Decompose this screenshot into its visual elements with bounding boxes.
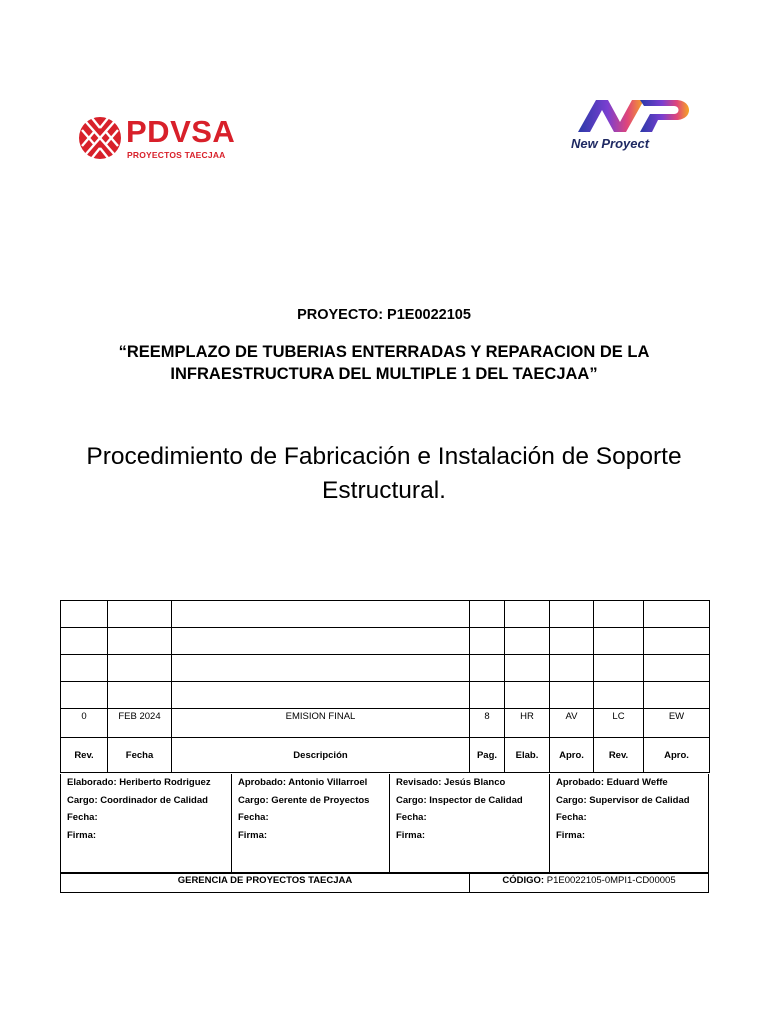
pdvsa-subtitle: PROYECTOS TAECJAA <box>127 150 226 160</box>
signature-role: Aprobado: Eduard Weffe <box>556 777 668 788</box>
header-pag: Pag. <box>470 738 505 773</box>
new-proyect-wordmark: New Proyect <box>571 136 650 151</box>
table-header-row <box>61 738 710 773</box>
pdvsa-logo <box>78 110 238 168</box>
new-proyect-logo <box>568 96 708 156</box>
cell-apro-final: EW <box>644 709 710 738</box>
table-row <box>61 601 710 628</box>
footer-code <box>470 874 708 892</box>
pdvsa-wordmark: PDVSA <box>126 114 236 149</box>
signature-aprobado-supervisor <box>549 774 710 872</box>
revision-table <box>60 600 710 773</box>
signature-role: Aprobado: Antonio Villarroel <box>238 777 368 788</box>
project-code-heading: PROYECTO: P1E0022105 <box>297 307 471 323</box>
signature-aprobado-gerente <box>231 774 389 872</box>
header-descripcion: Descripción <box>172 738 470 773</box>
cell-pag: 8 <box>470 709 505 738</box>
signature-firma: Firma: <box>238 829 268 841</box>
signature-fecha: Fecha: <box>67 812 98 823</box>
footer-row <box>60 873 709 893</box>
cell-rev-initials: LC <box>594 709 644 738</box>
cell-fecha: FEB 2024 <box>108 709 172 738</box>
signature-firma: Firma: <box>396 829 426 841</box>
header-apro-final: Apro. <box>644 738 710 773</box>
header-elab: Elab. <box>505 738 550 773</box>
header-rev: Rev. <box>61 738 108 773</box>
signature-cargo: Cargo: Inspector de Calidad <box>396 794 523 806</box>
signature-fecha: Fecha: <box>396 812 427 823</box>
cell-descripcion: EMISION FINAL <box>172 709 470 738</box>
footer-department: GERENCIA DE PROYECTOS TAECJAA <box>61 874 470 892</box>
new-proyect-emblem-icon <box>568 96 698 136</box>
table-row <box>61 709 710 738</box>
table-row <box>61 655 710 682</box>
signature-fecha: Fecha: <box>556 812 587 823</box>
cell-elab: HR <box>505 709 550 738</box>
signature-fecha: Fecha: <box>238 812 269 823</box>
signature-block <box>60 774 709 873</box>
table-row <box>61 682 710 709</box>
document-title: Procedimiento de Fabricación e Instalación de Soporte Estructural. <box>86 443 682 504</box>
pdvsa-emblem-icon <box>78 110 122 166</box>
signature-revisado <box>389 774 549 872</box>
signature-cargo: Cargo: Supervisor de Calidad <box>556 794 690 806</box>
header-fecha: Fecha <box>108 738 172 773</box>
signature-cargo: Cargo: Gerente de Proyectos <box>238 794 370 806</box>
signature-role: Revisado: Jesús Blanco <box>396 777 506 788</box>
cell-apro: AV <box>550 709 594 738</box>
signature-firma: Firma: <box>556 829 586 841</box>
project-subtitle: “REEMPLAZO DE TUBERIAS ENTERRADAS Y REPARACION DE LA INFRAESTRUCTURA DEL MULTIPLE 1 DEL TAECJAA” <box>118 343 650 383</box>
signature-role: Elaborado: Heriberto Rodriguez <box>67 777 211 788</box>
signature-cargo: Cargo: Coordinador de Calidad <box>67 794 208 806</box>
cell-rev: 0 <box>61 709 108 738</box>
signature-elaborado <box>61 774 231 872</box>
table-row <box>61 628 710 655</box>
header-apro: Apro. <box>550 738 594 773</box>
footer-code-value: P1E0022105-0MPI1-CD00005 <box>546 875 676 886</box>
footer-code-label: CÓDIGO: <box>502 875 545 886</box>
header-rev-initials: Rev. <box>594 738 644 773</box>
signature-firma: Firma: <box>67 829 97 841</box>
